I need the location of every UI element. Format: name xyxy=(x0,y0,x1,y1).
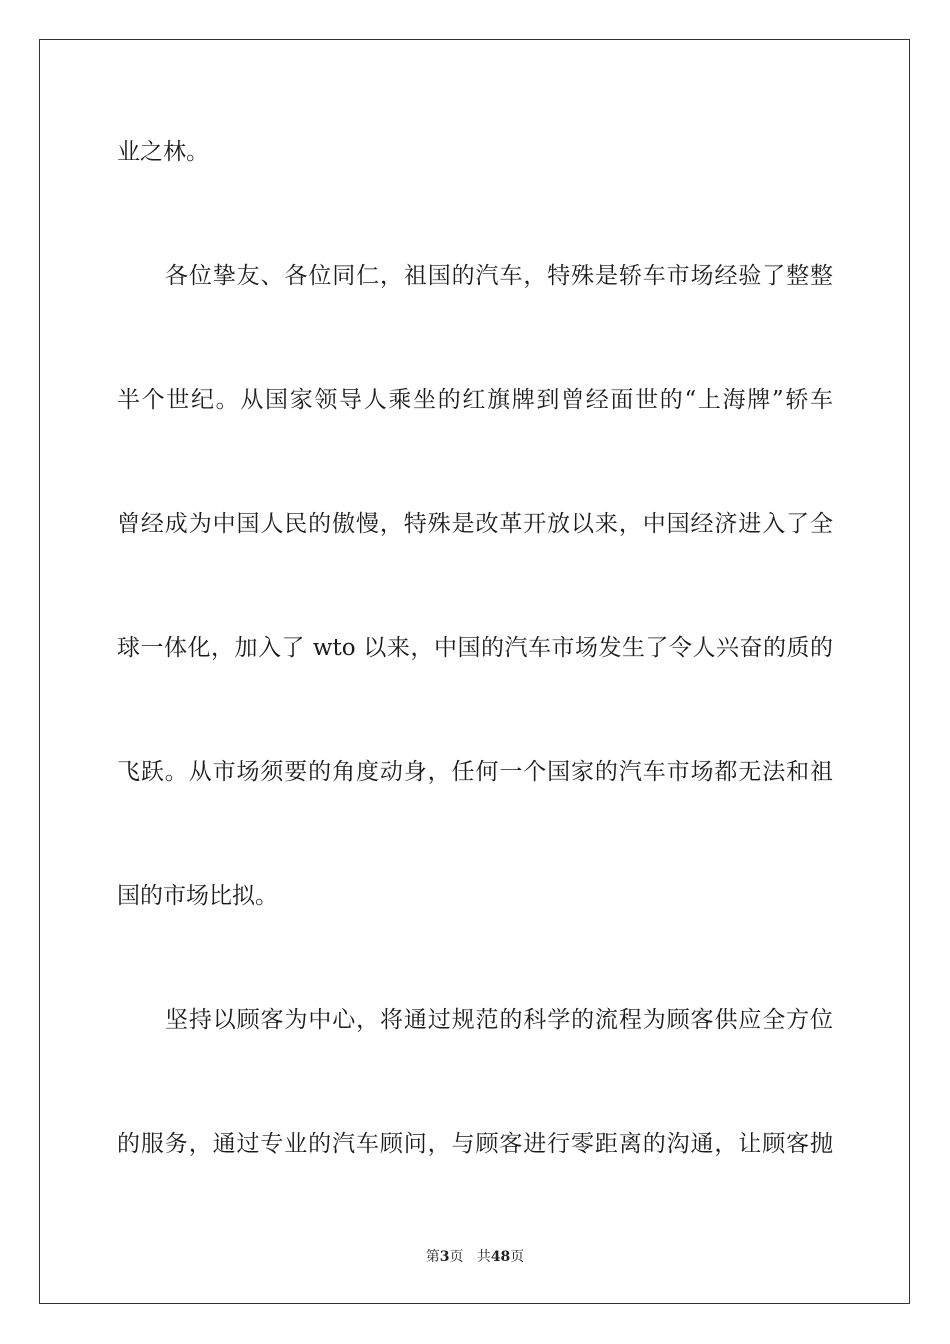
text-line: 飞跃。从市场须要的角度动身，任何一个国家的汽车市场都无法和祖 xyxy=(117,759,833,785)
page-number-footer xyxy=(0,1248,950,1266)
text-line: 的服务，通过专业的汽车顾问，与顾客进行零距离的沟通，让顾客抛 xyxy=(117,1131,833,1157)
page-border xyxy=(39,39,910,1304)
text-line: 各位挚友、各位同仁，祖国的汽车，特殊是轿车市场经验了整整 xyxy=(165,263,833,289)
text-line: 国的市场比拟。 xyxy=(117,883,278,909)
text-line: 半个世纪。从国家领导人乘坐的红旗牌到曾经面世的“上海牌”轿车 xyxy=(117,387,833,413)
footer-page-suffix: 页 xyxy=(449,1249,464,1265)
text-line: 曾经成为中国人民的傲慢，特殊是改革开放以来，中国经济进入了全 xyxy=(117,511,833,537)
text-line: 坚持以顾客为中心，将通过规范的科学的流程为顾客供应全方位 xyxy=(165,1007,833,1033)
footer-prefix: 第 xyxy=(425,1249,440,1265)
total-pages-number: 48 xyxy=(490,1249,511,1265)
footer-total-suffix: 页 xyxy=(510,1249,525,1265)
text-line: 球一体化，加入了 wto 以来，中国的汽车市场发生了令人兴奋的质的 xyxy=(117,635,833,661)
text-line: 业之林。 xyxy=(117,139,209,165)
current-page-number: 3 xyxy=(439,1249,450,1265)
footer-total-prefix: 共 xyxy=(476,1249,491,1265)
